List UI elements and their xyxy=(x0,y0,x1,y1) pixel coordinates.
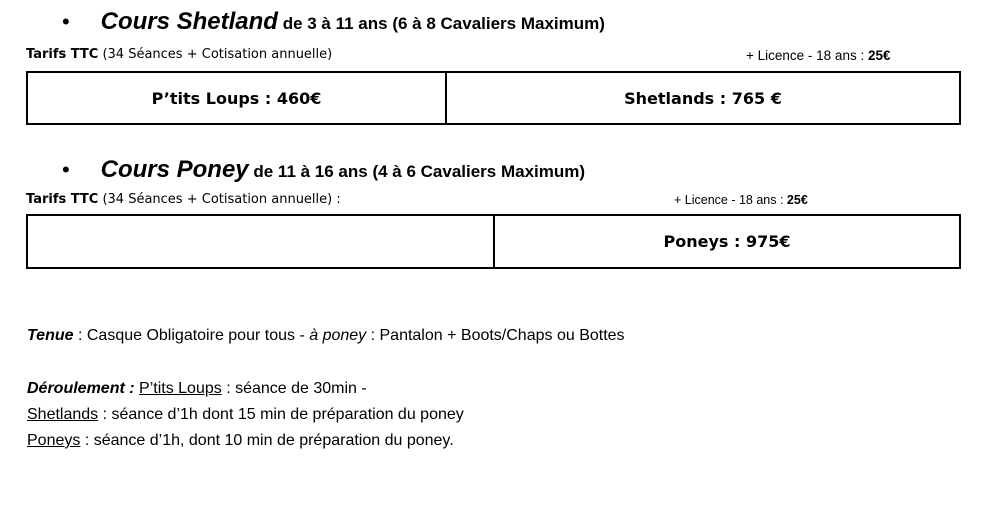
price-cell-shetlands: Shetlands : 765 € xyxy=(446,72,960,124)
deroulement-line-2 xyxy=(27,406,464,424)
poney-tarif-note: (34 Séances + Cotisation annuelle) : xyxy=(98,192,341,207)
bullet-icon: • xyxy=(62,157,70,182)
shetland-tarif-line xyxy=(26,47,332,62)
poney-tarif-line xyxy=(26,192,341,207)
shetland-licence-text: + Licence - 18 ans : xyxy=(746,48,868,63)
deroulement-shetlands: Shetlands xyxy=(27,406,99,423)
price-cell-poneys: Poneys : 975€ xyxy=(494,215,960,268)
deroulement-label: Déroulement : xyxy=(27,380,135,397)
price-cell-empty xyxy=(27,215,494,268)
deroulement-poneys: Poneys xyxy=(27,432,81,449)
poney-heading xyxy=(62,156,585,184)
shetland-tarif-label: Tarifs TTC xyxy=(26,47,99,62)
shetland-price-table xyxy=(26,71,961,125)
shetland-course-name: Cours Shetland xyxy=(100,8,278,35)
tenue-text-2: : Pantalon + Boots/Chaps ou Bottes xyxy=(366,327,625,344)
shetland-licence-price: 25€ xyxy=(867,48,891,63)
tenue-a-poney: à poney xyxy=(309,327,367,344)
deroulement-line-1 xyxy=(27,380,367,398)
poney-licence-text: + Licence - 18 ans : xyxy=(674,193,787,207)
poney-licence-price: 25€ xyxy=(786,193,808,207)
deroulement-line-3 xyxy=(27,432,454,450)
tenue-text-1: : Casque Obligatoire pour tous - xyxy=(73,327,310,344)
shetland-heading xyxy=(62,8,605,36)
poney-price-table xyxy=(26,214,961,269)
poney-course-detail: de 11 à 16 ans (4 à 6 Cavaliers Maximum) xyxy=(248,162,586,181)
deroulement-ptits-loups: P’tits Loups xyxy=(139,380,222,397)
deroulement-ptits-loups-text: : séance de 30min - xyxy=(221,380,367,397)
poney-tarif-label: Tarifs TTC xyxy=(26,192,99,207)
bullet-icon: • xyxy=(62,9,70,34)
deroulement-poneys-text: : séance d’1h, dont 10 min de préparation du poney. xyxy=(80,432,454,449)
tenue-label: Tenue xyxy=(27,327,74,344)
shetland-licence xyxy=(746,48,890,63)
poney-licence xyxy=(674,193,808,207)
shetland-course-detail: de 3 à 11 ans (6 à 8 Cavaliers Maximum) xyxy=(277,14,605,33)
poney-course-name: Cours Poney xyxy=(100,156,249,183)
tenue-paragraph xyxy=(27,327,625,345)
shetland-tarif-note: (34 Séances + Cotisation annuelle) xyxy=(98,47,333,62)
price-cell-ptits-loups: P’tits Loups : 460€ xyxy=(27,72,446,124)
deroulement-shetlands-text: : séance d’1h dont 15 min de préparation du poney xyxy=(98,406,464,423)
